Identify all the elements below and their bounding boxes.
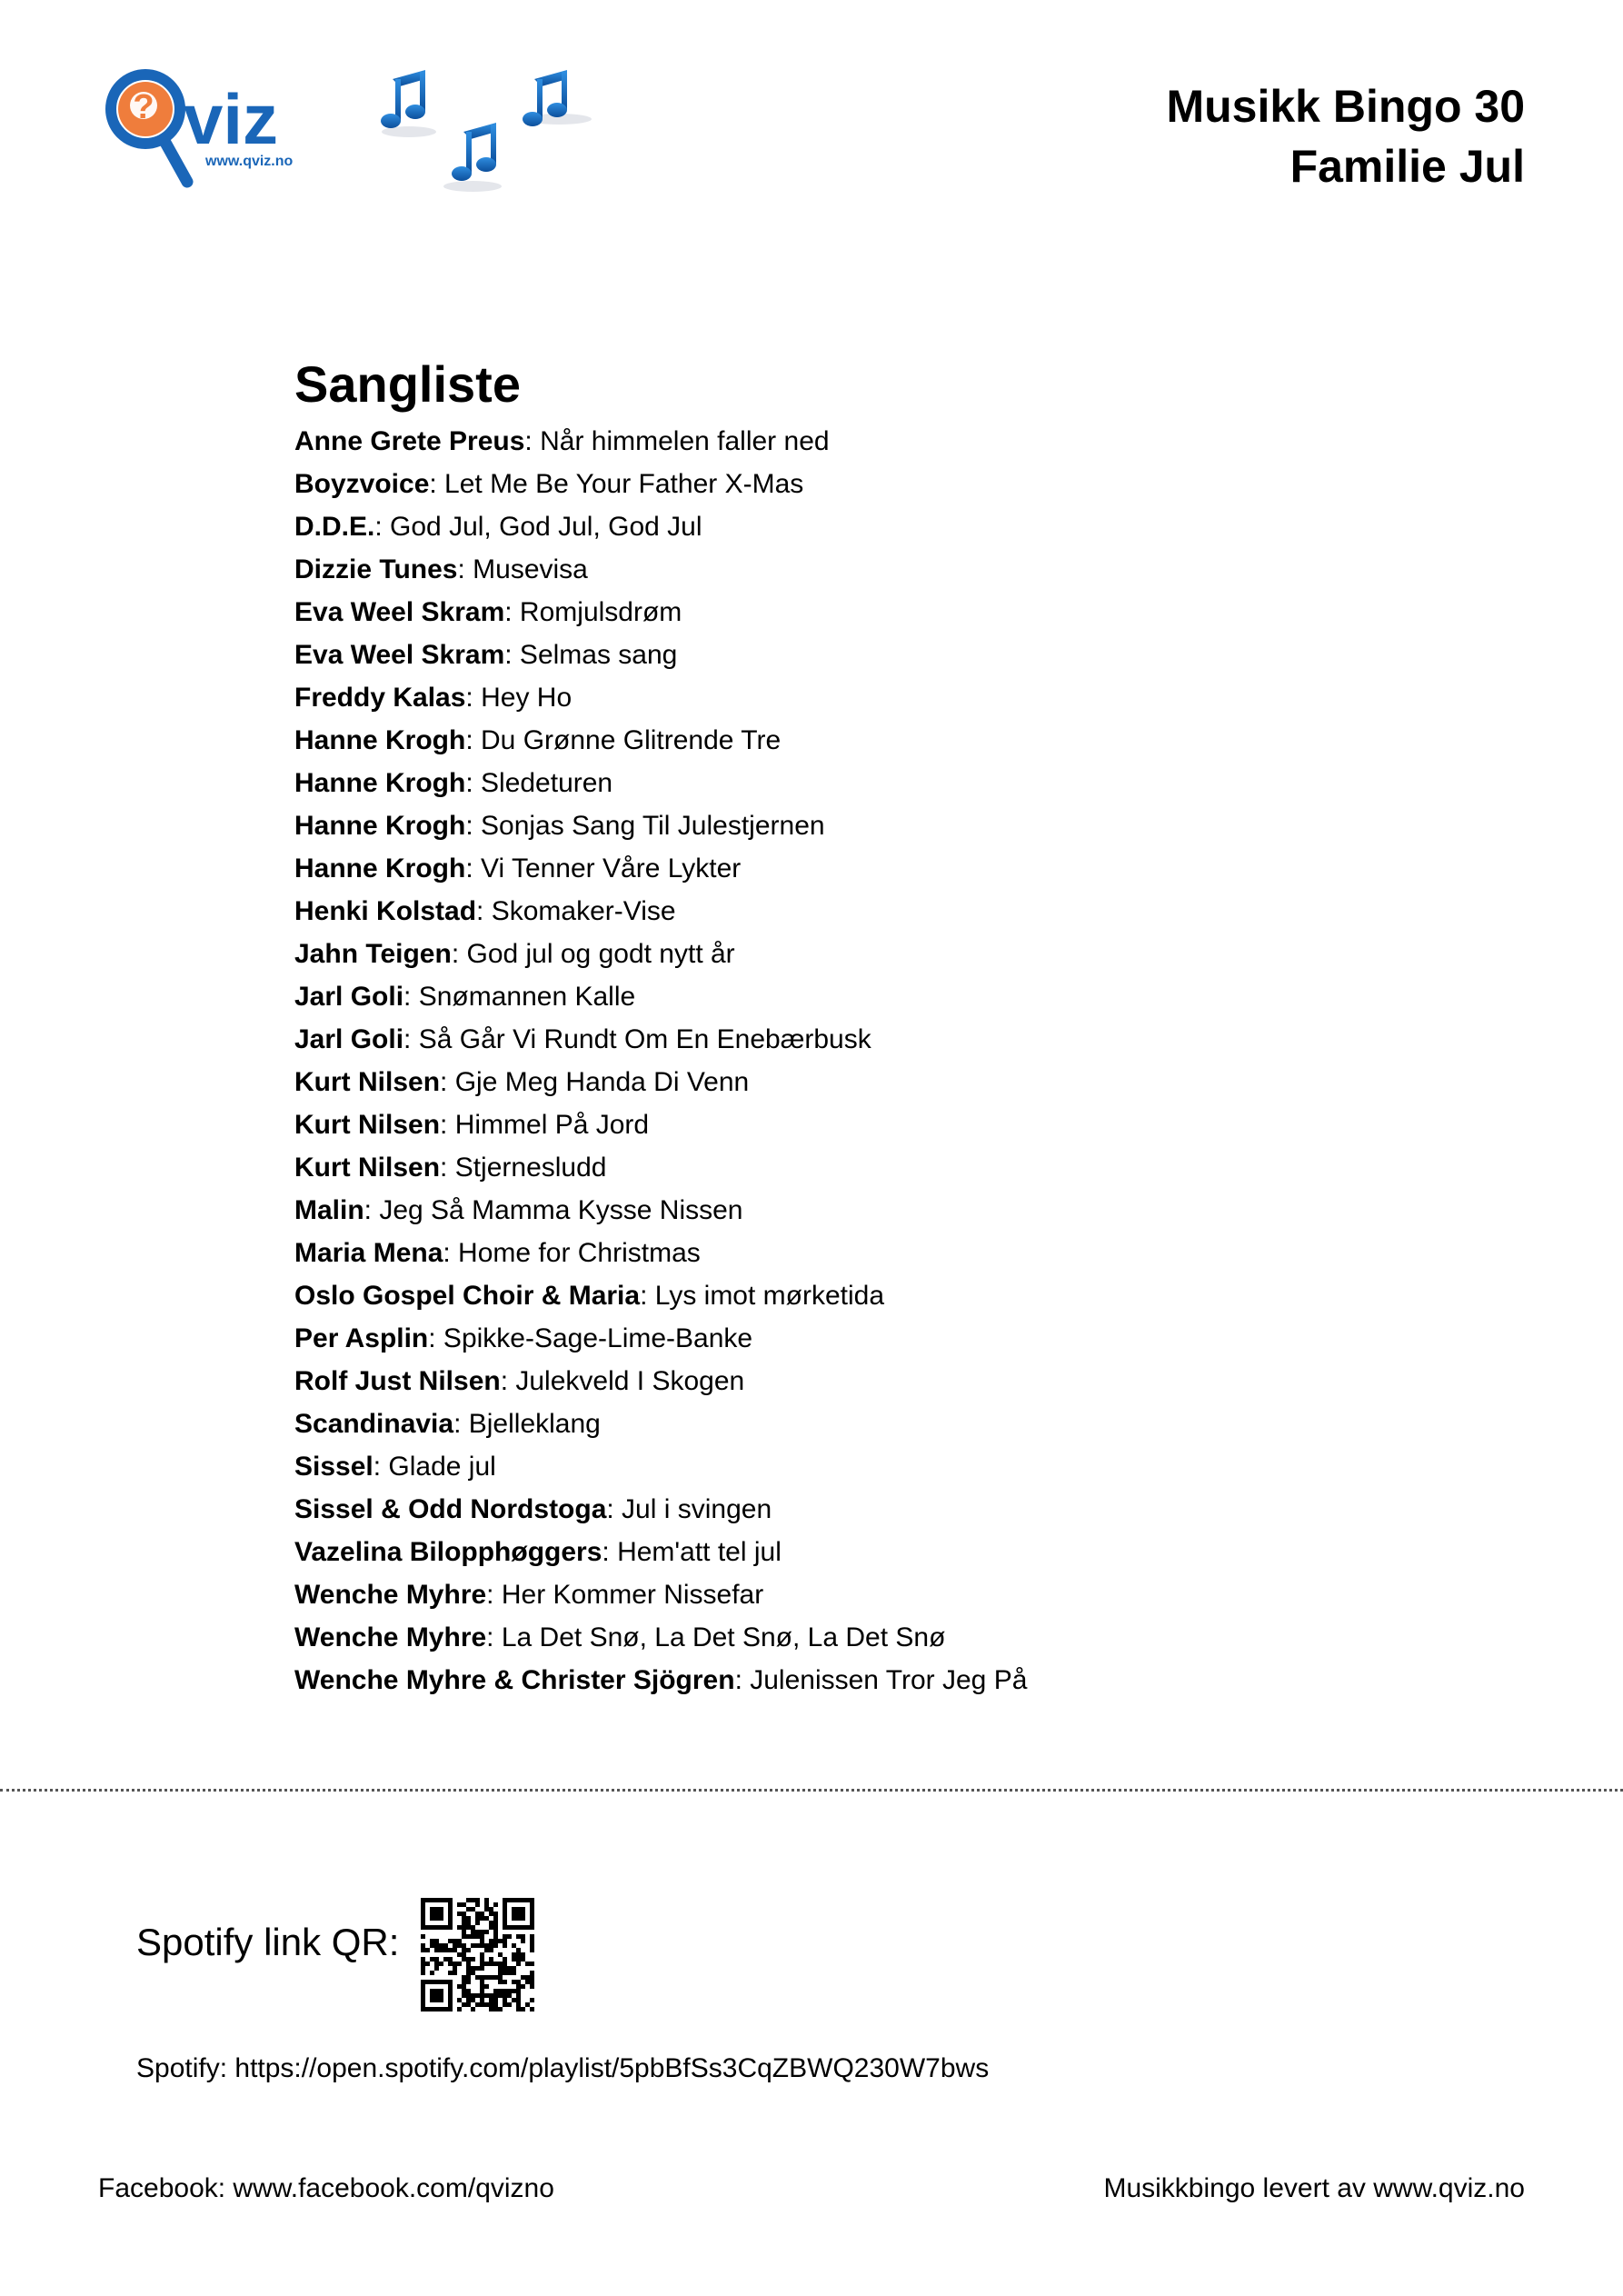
song-artist: Hanne Krogh — [294, 854, 466, 883]
logo-url: www.qviz.no — [205, 154, 294, 169]
song-artist: Wenche Myhre — [294, 1580, 487, 1610]
song-list-item — [294, 1488, 1027, 1531]
song-list-item — [294, 890, 1027, 933]
song-artist: Boyzvoice — [294, 469, 430, 499]
qviz-logo — [100, 64, 327, 191]
song-list-item — [294, 1317, 1027, 1360]
song-list-item — [294, 463, 1027, 505]
logo-wordmark: viz — [184, 79, 279, 159]
song-list-item — [294, 933, 1027, 975]
song-list-item — [294, 762, 1027, 804]
song-title: : Let Me Be Your Father X-Mas — [429, 469, 804, 499]
song-title: : Himmel På Jord — [440, 1110, 650, 1140]
spotify-link[interactable]: Spotify: https://open.spotify.com/playlist/5pbBfSs3CqZBWQ230W7bws — [136, 2053, 990, 2083]
song-title: : La Det Snø, La Det Snø, La Det Snø — [486, 1622, 946, 1652]
song-artist: Sissel — [294, 1452, 373, 1482]
header-title-line2: Familie Jul — [1289, 141, 1525, 192]
song-title: : Julenissen Tror Jeg På — [734, 1665, 1028, 1695]
song-artist: Kurt Nilsen — [294, 1153, 441, 1183]
song-title: : Sonjas Sang Til Julestjernen — [465, 811, 825, 841]
song-list-item — [294, 1189, 1027, 1232]
song-list-item — [294, 1360, 1027, 1403]
song-list-item — [294, 505, 1027, 548]
song-list-item — [294, 1103, 1027, 1146]
qr-code-icon — [421, 1898, 534, 2011]
song-list-item — [294, 420, 1027, 463]
song-list-item — [294, 1531, 1027, 1573]
song-list-item — [294, 847, 1027, 890]
song-list-item — [294, 634, 1027, 676]
header-title — [1166, 76, 1525, 196]
song-title: : Når himmelen faller ned — [524, 426, 830, 456]
song-artist: Henki Kolstad — [294, 896, 477, 926]
song-title: : Glade jul — [373, 1452, 496, 1482]
song-artist: D.D.E. — [294, 512, 375, 542]
song-list-item — [294, 591, 1027, 634]
song-artist: Jarl Goli — [294, 982, 404, 1012]
song-list-item — [294, 1616, 1027, 1659]
song-artist: Vazelina Bilopphøggers — [294, 1537, 602, 1567]
song-list-item — [294, 719, 1027, 762]
song-artist: Eva Weel Skram — [294, 597, 505, 627]
song-artist: Wenche Myhre & Christer Sjögren — [294, 1665, 735, 1695]
song-list-item — [294, 676, 1027, 719]
footer-credit: Musikkbingo levert av www.qviz.no — [1103, 2173, 1525, 2203]
svg-text:?: ? — [133, 88, 154, 126]
song-title: : Lys imot mørketida — [640, 1281, 885, 1311]
song-title: : Stjernesludd — [440, 1153, 607, 1183]
song-artist: Anne Grete Preus — [294, 426, 525, 456]
song-list-item — [294, 548, 1027, 591]
song-list-item — [294, 1573, 1027, 1616]
song-artist: Eva Weel Skram — [294, 640, 505, 670]
song-title: : Vi Tenner Våre Lykter — [465, 854, 742, 883]
song-title: : Spikke-Sage-Lime-Banke — [428, 1323, 753, 1353]
song-list — [294, 420, 1027, 1702]
song-list-item — [294, 1274, 1027, 1317]
header-title-line1: Musikk Bingo 30 — [1166, 81, 1525, 132]
song-title: : God jul og godt nytt år — [451, 939, 735, 969]
song-title: : God Jul, God Jul, God Jul — [374, 512, 702, 542]
song-artist: Dizzie Tunes — [294, 554, 458, 584]
song-title: : Julekveld I Skogen — [500, 1366, 745, 1396]
song-list-item — [294, 1146, 1027, 1189]
song-artist: Per Asplin — [294, 1323, 429, 1353]
song-list-item — [294, 1445, 1027, 1488]
song-artist: Kurt Nilsen — [294, 1110, 441, 1140]
song-title: : Jul i svingen — [606, 1494, 772, 1524]
song-title: : Hem'att tel jul — [602, 1537, 782, 1567]
song-title: : Skomaker-Vise — [476, 896, 676, 926]
song-title: : Sledeturen — [465, 768, 613, 798]
song-artist: Sissel & Odd Nordstoga — [294, 1494, 607, 1524]
song-list-item — [294, 804, 1027, 847]
song-title: : Romjulsdrøm — [504, 597, 682, 627]
song-title: : Her Kommer Nissefar — [486, 1580, 764, 1610]
song-artist: Hanne Krogh — [294, 811, 466, 841]
song-list-item — [294, 1018, 1027, 1061]
song-artist: Jahn Teigen — [294, 939, 452, 969]
song-title: : Jeg Så Mamma Kysse Nissen — [363, 1195, 743, 1225]
qr-label: Spotify link QR: — [136, 1921, 400, 1963]
song-list-item — [294, 1232, 1027, 1274]
dotted-divider — [0, 1789, 1623, 1792]
song-title: : Du Grønne Glitrende Tre — [465, 725, 782, 755]
song-artist: Malin — [294, 1195, 364, 1225]
song-title: : Home for Christmas — [443, 1238, 701, 1268]
song-title: : Musevisa — [457, 554, 588, 584]
song-list-item — [294, 975, 1027, 1018]
song-title: : Snømannen Kalle — [403, 982, 636, 1012]
song-list-item — [294, 1659, 1027, 1702]
song-artist: Maria Mena — [294, 1238, 443, 1268]
song-artist: Hanne Krogh — [294, 725, 466, 755]
song-artist: Scandinavia — [294, 1409, 454, 1439]
song-artist: Rolf Just Nilsen — [294, 1366, 501, 1396]
song-list-item — [294, 1061, 1027, 1103]
song-artist: Kurt Nilsen — [294, 1067, 441, 1097]
song-artist: Hanne Krogh — [294, 768, 466, 798]
song-title: : Selmas sang — [504, 640, 678, 670]
song-artist: Wenche Myhre — [294, 1622, 487, 1652]
song-artist: Freddy Kalas — [294, 683, 466, 713]
song-artist: Jarl Goli — [294, 1024, 404, 1054]
song-title: : Hey Ho — [465, 683, 573, 713]
song-title: : Bjelleklang — [453, 1409, 601, 1439]
music-notes-icon — [373, 59, 609, 195]
section-title: Sangliste — [294, 355, 521, 413]
song-artist: Oslo Gospel Choir & Maria — [294, 1281, 641, 1311]
song-title: : Så Går Vi Rundt Om En Enebærbusk — [403, 1024, 871, 1054]
song-title: : Gje Meg Handa Di Venn — [440, 1067, 750, 1097]
footer-facebook-link[interactable]: Facebook: www.facebook.com/qvizno — [98, 2173, 554, 2203]
song-list-item — [294, 1403, 1027, 1445]
